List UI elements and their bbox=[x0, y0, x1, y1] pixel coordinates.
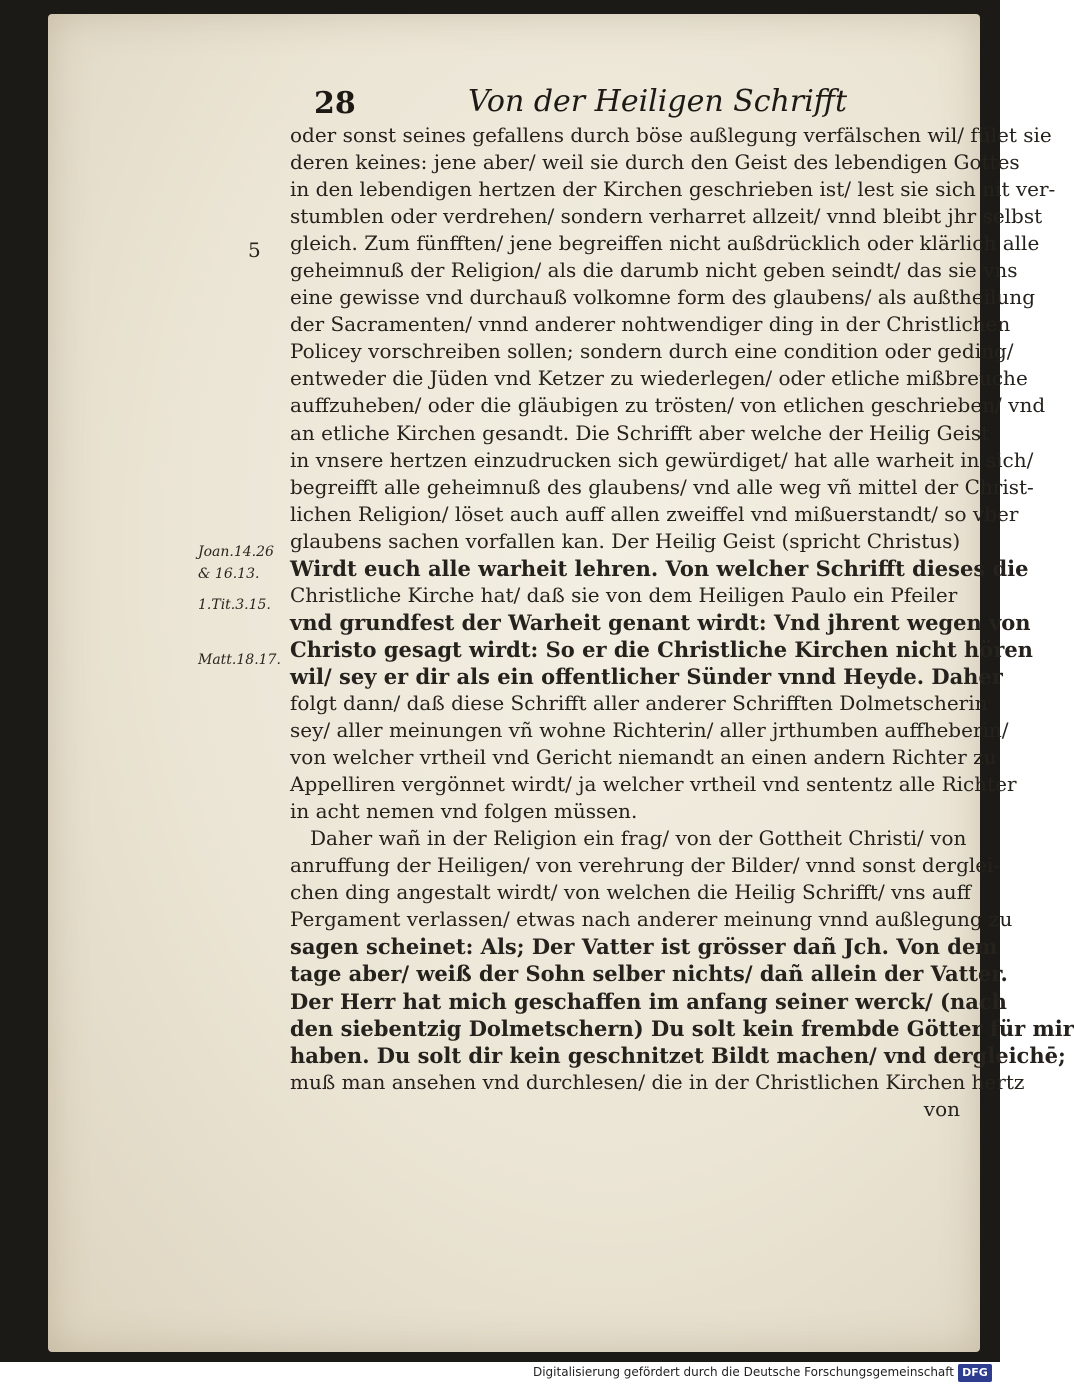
text-line: in acht nemen vnd folgen müssen. bbox=[290, 799, 638, 824]
text-line: in vnsere hertzen einzudrucken sich gewürdiget/ hat alle warheit in sich/ bbox=[290, 447, 1034, 472]
text-line: Wirdt euch alle warheit lehren. Von welcher Schrifft dieses die bbox=[290, 555, 1029, 581]
text-line: tage aber/ weiß der Sohn selber nichts/ dañ allein der Vatter. bbox=[290, 961, 1008, 987]
text-line: haben. Du solt dir kein geschnitzet Bildt machen/ vnd dergleichē; bbox=[290, 1042, 1066, 1068]
text-line: Christo gesagt wirdt: So er die Christliche Kirchen nicht hören bbox=[290, 636, 1033, 662]
text-line: glaubens sachen vorfallen kan. Der Heilig Geist (spricht Christus) bbox=[290, 528, 961, 553]
body-text bbox=[290, 122, 1074, 1123]
text-line: Policey vorschreiben sollen; sondern durch eine condition oder geding/ bbox=[290, 339, 1014, 364]
text-line: an etliche Kirchen gesandt. Die Schrifft aber welche der Heilig Geist bbox=[290, 420, 990, 445]
text-line: Der Herr hat mich geschaffen im anfang seiner werck/ (nach bbox=[290, 988, 1007, 1014]
catchword: von bbox=[923, 1096, 960, 1121]
text-line: auffzuheben/ oder die gläubigen zu trösten/ von etlichen geschrieben/ vnd bbox=[290, 393, 1046, 418]
margin-note: Matt.18.17. bbox=[198, 652, 281, 668]
text-line: stumblen oder verdrehen/ sondern verharret allzeit/ vnnd bleibt jhr selbst bbox=[290, 204, 1043, 229]
text-line: der Sacramenten/ vnnd anderer nohtwendiger ding in der Christlichen bbox=[290, 312, 1011, 337]
text-line: lichen Religion/ löset auch auff allen zweiffel vnd mißuerstandt/ so vber bbox=[290, 501, 1019, 526]
text-line: wil/ sey er dir als ein offentlicher Sünder vnnd Heyde. Daher bbox=[290, 663, 1003, 689]
text-line: sey/ aller meinungen vñ wohne Richterin/ aller jrthumben auffheberin/ bbox=[290, 718, 1009, 743]
text-line: entweder die Jüden vnd Ketzer zu wiederlegen/ oder etliche mißbreuche bbox=[290, 366, 1028, 391]
text-line: anruffung der Heiligen/ von verehrung der Bilder/ vnnd sonst derglei- bbox=[290, 853, 1001, 878]
text-line: begreifft alle geheimnuß des glaubens/ vnd alle weg vñ mittel der Christ- bbox=[290, 474, 1034, 499]
text-line: sagen scheinet: Als; Der Vatter ist grösser dañ Jch. Von dem bbox=[290, 934, 998, 960]
page-number: 28 bbox=[314, 86, 356, 121]
page-header bbox=[48, 84, 980, 124]
funding-credit: Digitalisierung gefördert durch die Deutsche Forschungsgemeinschaft bbox=[532, 1365, 954, 1379]
text-line: den siebentzig Dolmetschern) Du solt kein frembde Götter für mir bbox=[290, 1015, 1074, 1041]
text-line: chen ding angestalt wirdt/ von welchen die Heilig Schrifft/ vns auff bbox=[290, 880, 971, 905]
margin-note: Joan.14.26 bbox=[198, 544, 274, 560]
margin-numeral: 5 bbox=[248, 238, 261, 262]
text-line: gleich. Zum fünfften/ jene begreiffen nicht außdrücklich oder klärlich alle bbox=[290, 231, 1040, 256]
text-line: von welcher vrtheil vnd Gericht niemandt an einen andern Richter zu bbox=[290, 745, 997, 770]
text-line: Pergament verlassen/ etwas nach anderer meinung vnnd außlegung zu bbox=[290, 907, 1013, 932]
text-line: Christliche Kirche hat/ daß sie von dem Heiligen Paulo ein Pfeiler bbox=[290, 582, 958, 607]
book-page bbox=[48, 14, 1074, 1352]
text-line: geheimnuß der Religion/ als die darumb nicht geben seindt/ das sie vns bbox=[290, 258, 1018, 283]
dfg-logo: DFG bbox=[958, 1364, 992, 1382]
text-line: eine gewisse vnd durchauß volkomne form des glaubens/ als außtheilung bbox=[290, 285, 1035, 310]
margin-note: & 16.13. bbox=[198, 566, 260, 582]
text-line: in den lebendigen hertzen der Kirchen geschrieben ist/ lest sie sich nit ver- bbox=[290, 177, 1056, 202]
text-line: oder sonst seines gefallens durch böse außlegung verfälschen wil/ fület sie bbox=[290, 123, 1052, 147]
margin-note: 1.Tit.3.15. bbox=[198, 597, 271, 613]
text-line: folgt dann/ daß diese Schrifft aller anderer Schrifften Dolmetscherin bbox=[290, 690, 988, 715]
text-line: Appelliren vergönnet wirdt/ ja welcher vrtheil vnd sententz alle Richter bbox=[290, 772, 1017, 797]
running-title: Von der Heiligen Schrifft bbox=[468, 84, 848, 119]
text-line: vnd grundfest der Warheit genant wirdt: Vnd jhrent wegen von bbox=[290, 609, 1031, 635]
text-line: muß man ansehen vnd durchlesen/ die in der Christlichen Kirchen hertz bbox=[290, 1069, 1025, 1094]
text-line: deren keines: jene aber/ weil sie durch den Geist des lebendigen Gottes bbox=[290, 150, 1020, 175]
footer-bar bbox=[0, 1362, 1000, 1386]
text-line: Daher wañ in der Religion ein frag/ von der Gottheit Christi/ von bbox=[310, 826, 967, 851]
